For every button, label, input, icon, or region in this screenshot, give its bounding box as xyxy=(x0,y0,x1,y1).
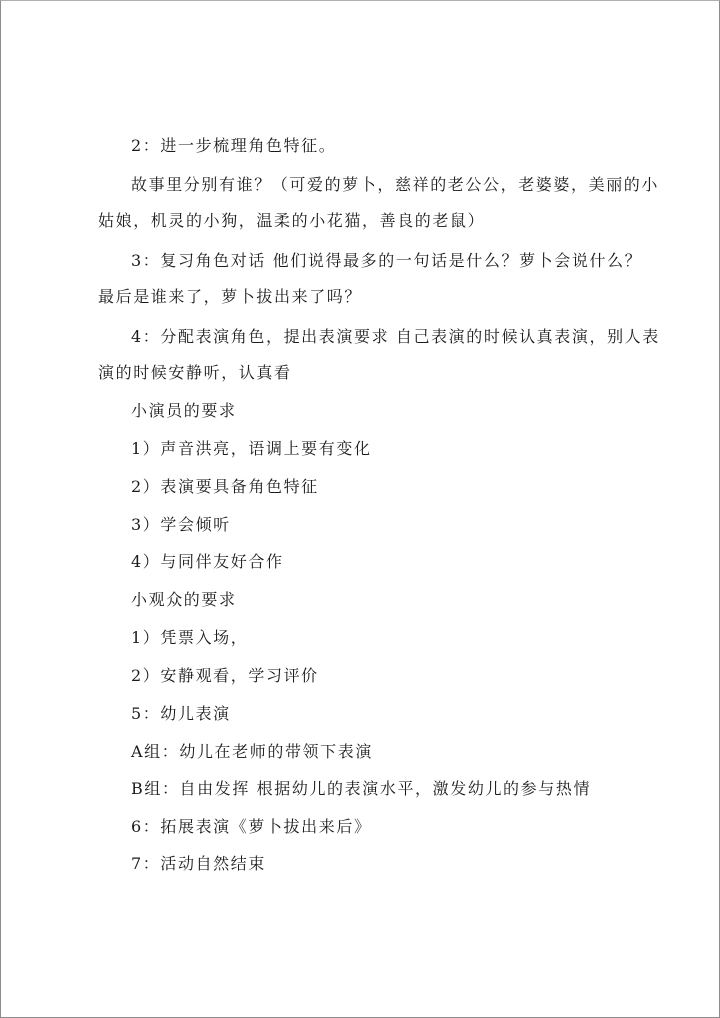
text-line: 演的时候安静听，认真看 xyxy=(98,363,292,382)
text-line: 5：幼儿表演 xyxy=(131,704,231,723)
text-line: 4：分配表演角色，提出表演要求 自己表演的时候认真表演，别人表 xyxy=(131,327,660,346)
text-line: 小演员的要求 xyxy=(131,401,237,420)
text-line: 7：活动自然结束 xyxy=(131,854,266,873)
text-line: 1）声音洪亮，语调上要有变化 xyxy=(131,439,372,458)
text-line: 6：拓展表演《萝卜拔出来后》 xyxy=(131,817,372,836)
text-line: 4）与同伴友好合作 xyxy=(131,552,284,571)
text-line: A组：幼儿在老师的带领下表演 xyxy=(131,742,373,761)
text-line: 姑娘，机灵的小狗，温柔的小花猫，善良的老鼠） xyxy=(98,211,486,230)
text-line: 2：进一步梳理角色特征。 xyxy=(131,136,337,155)
text-line: 3）学会倾听 xyxy=(131,515,231,534)
text-line: 2）安静观看，学习评价 xyxy=(131,666,319,685)
text-line: 故事里分别有谁？（可爱的萝卜，慈祥的老公公，老婆婆，美丽的小 xyxy=(131,175,660,194)
text-line: 2）表演要具备角色特征 xyxy=(131,477,319,496)
text-line: 3：复习角色对话 他们说得最多的一句话是什么？萝卜会说什么？ xyxy=(131,251,643,270)
text-line: B组：自由发挥 根据幼儿的表演水平，激发幼儿的参与热情 xyxy=(131,779,592,798)
text-line: 最后是谁来了，萝卜拔出来了吗？ xyxy=(98,287,363,306)
text-line: 小观众的要求 xyxy=(131,590,237,609)
text-line: 1）凭票入场， xyxy=(131,628,249,647)
